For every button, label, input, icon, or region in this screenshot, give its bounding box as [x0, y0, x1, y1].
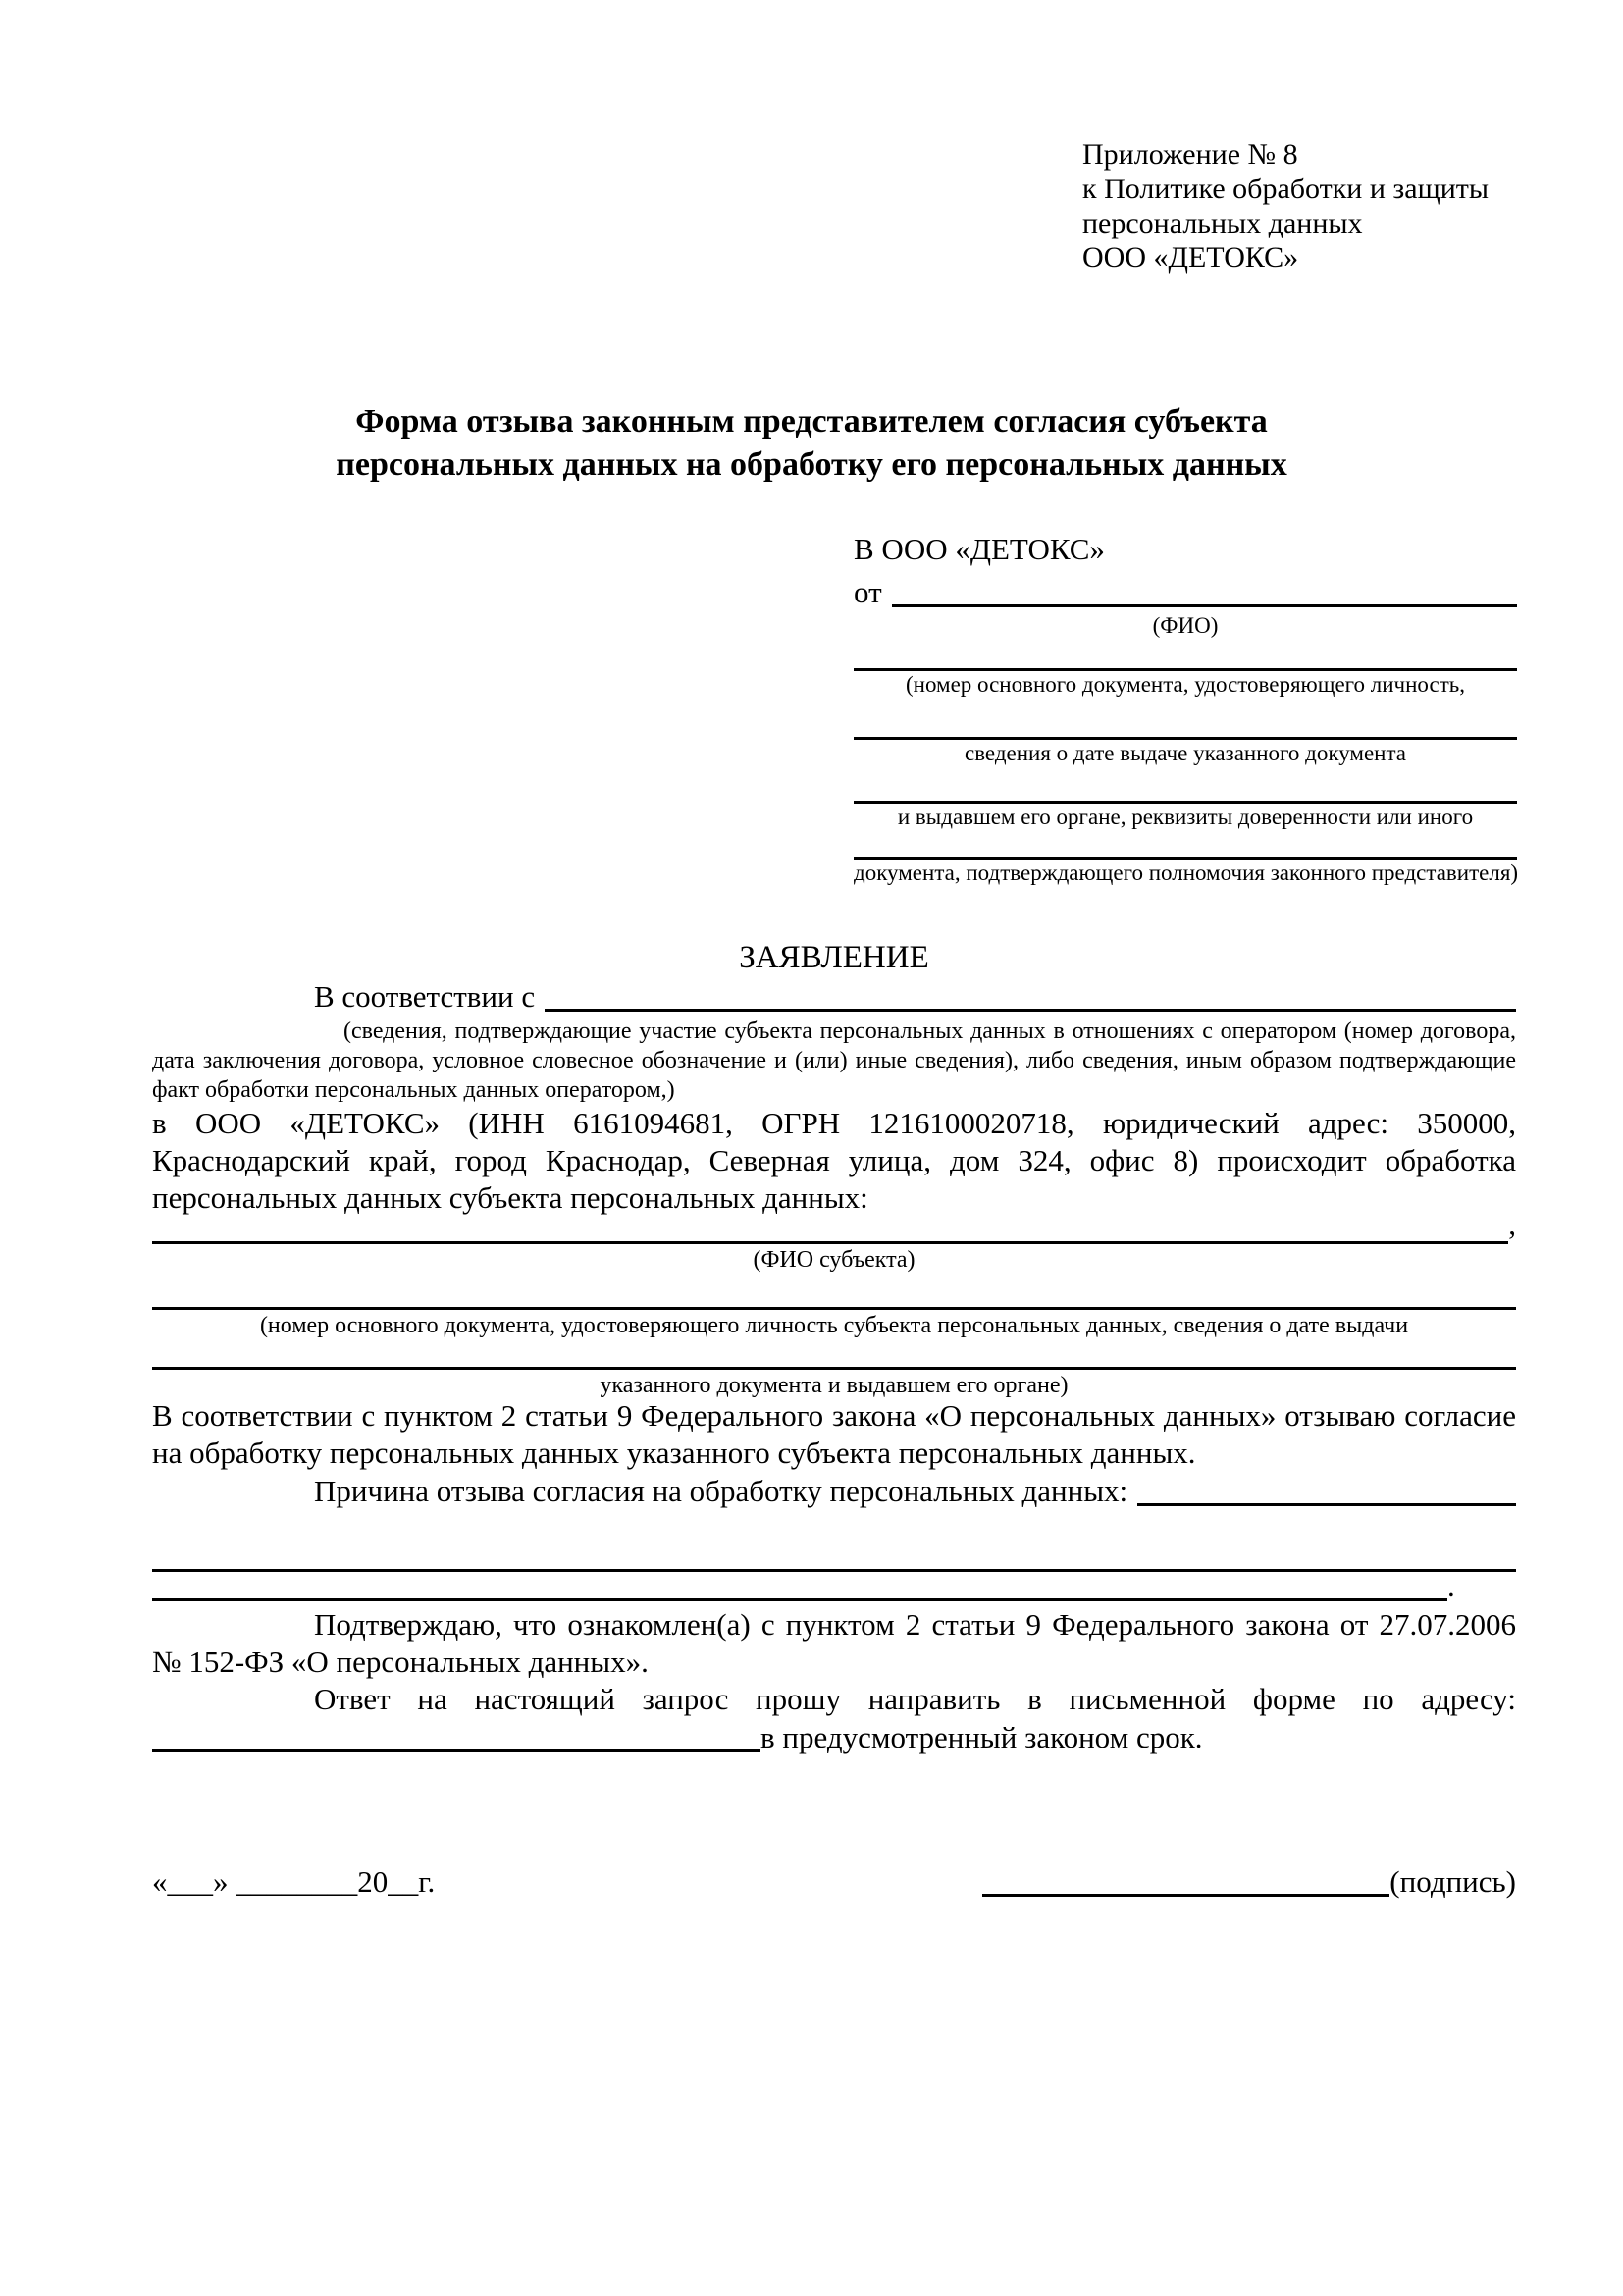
intro-row [152, 977, 1516, 1017]
period-suffix: . [1447, 1569, 1455, 1603]
reason-label: Причина отзыва согласия на обработку персональных данных: [314, 1474, 1128, 1508]
appendix-line-4: ООО «ДЕТОКС» [1082, 241, 1299, 274]
reply-address-blank [152, 1749, 760, 1752]
intro-prefix: В соответствии с [314, 979, 536, 1014]
subject-fio-caption: (ФИО субъекта) [753, 1247, 916, 1273]
appendix-line-2: к Политике обработки и защиты [1082, 173, 1490, 205]
appendix-line-1: Приложение № 8 [1082, 138, 1298, 171]
representative-document-blank [854, 639, 1517, 671]
appendix-block [1082, 137, 1489, 275]
reply-suffix: в предусмотренный законом срок. [760, 1720, 1203, 1754]
statement-heading: ЗАЯВЛЕНИЕ [739, 940, 929, 975]
field-caption-1: (номер основного документа, удостоверяющего личность, [905, 672, 1465, 697]
appendix-line-3: персональных данных [1082, 207, 1363, 239]
confirm-paragraph: Подтверждаю, что ознакомлен(а) с пунктом 2 статьи 9 Федерального закона от 27.07.2006 № 152-ФЗ «О персональных данных». [152, 1607, 1516, 1679]
from-row [854, 577, 1517, 612]
withdrawal-paragraph: В соответствии с пунктом 2 статьи 9 Федерального закона «О персональных данных» отзываю согласие на обработку персональных данных указанного субъекта персональных данных. [152, 1398, 1516, 1470]
subject-document-blank-2 [152, 1337, 1516, 1370]
reason-extra-blank-1 [152, 1511, 1516, 1572]
fio-caption: (ФИО) [1152, 613, 1219, 638]
authority-document-blank [854, 830, 1517, 860]
subject-line-comma: , [1508, 1207, 1516, 1241]
reply-address-row [152, 1718, 1516, 1757]
subject-doc-caption-2: указанного документа и выдавшем его органе) [600, 1373, 1069, 1398]
statement-body [152, 938, 1516, 1757]
signature-blank [982, 1894, 1389, 1897]
reason-extra-blank-2 [152, 1598, 1447, 1601]
addressee-block [854, 532, 1517, 886]
addressee-organization: В ООО «ДЕТОКС» [854, 532, 1105, 566]
field-caption-3: и выдавшем его органе, реквизиты доверенности или иного [897, 805, 1474, 829]
reason-row [152, 1472, 1516, 1511]
from-label: от [854, 575, 882, 609]
document-title-line-1: Форма отзыва законным представителем согласия субъекта [355, 403, 1268, 440]
operator-paragraph: в ООО «ДЕТОКС» (ИНН 6161094681, ОГРН 1216100020718, юридический адрес: 350000, Краснодарский край, город Краснодар, Северная улица, дом 324, офис 8) происходит обработка персональных данных субъекта персональных данных: [152, 1106, 1516, 1215]
subject-fio-blank [152, 1241, 1508, 1244]
document-title [110, 400, 1513, 487]
field-caption-4: документа, подтверждающего полномочия законного представителя) [854, 861, 1519, 885]
document-title-line-2: персональных данных на обработку его персональных данных [336, 446, 1287, 483]
field-caption-2: сведения о дате выдаче указанного документа [964, 741, 1407, 765]
subject-fio-row [152, 1207, 1516, 1244]
subject-doc-caption-1: (номер основного документа, удостоверяющего личность субъекта персональных данных, сведения о дате выдачи [259, 1313, 1409, 1338]
from-name-blank [892, 604, 1517, 607]
issuing-authority-blank [854, 766, 1517, 804]
signature-group [982, 1862, 1516, 1902]
reason-extra-row [152, 1569, 1516, 1606]
subject-document-blank-1 [152, 1272, 1516, 1310]
issue-date-blank [854, 698, 1517, 740]
date-blank: «___» ________20__г. [152, 1864, 436, 1899]
intro-blank [545, 1009, 1516, 1012]
footer-row [152, 1862, 1516, 1902]
signature-caption: (подпись) [1389, 1864, 1516, 1899]
intro-note: (сведения, подтверждающие участие субъекта персональных данных в отношениях с оператором (номер договора, дата заключения договора, условное словесное обозначение и (или) иные сведения), либо сведения, иным образом подтверждающие факт обработки персональных данных оператором,) [152, 1018, 1516, 1103]
reason-blank [1137, 1503, 1516, 1506]
reply-paragraph: Ответ на настоящий запрос прошу направить в письменной форме по адресу: [314, 1682, 1516, 1716]
